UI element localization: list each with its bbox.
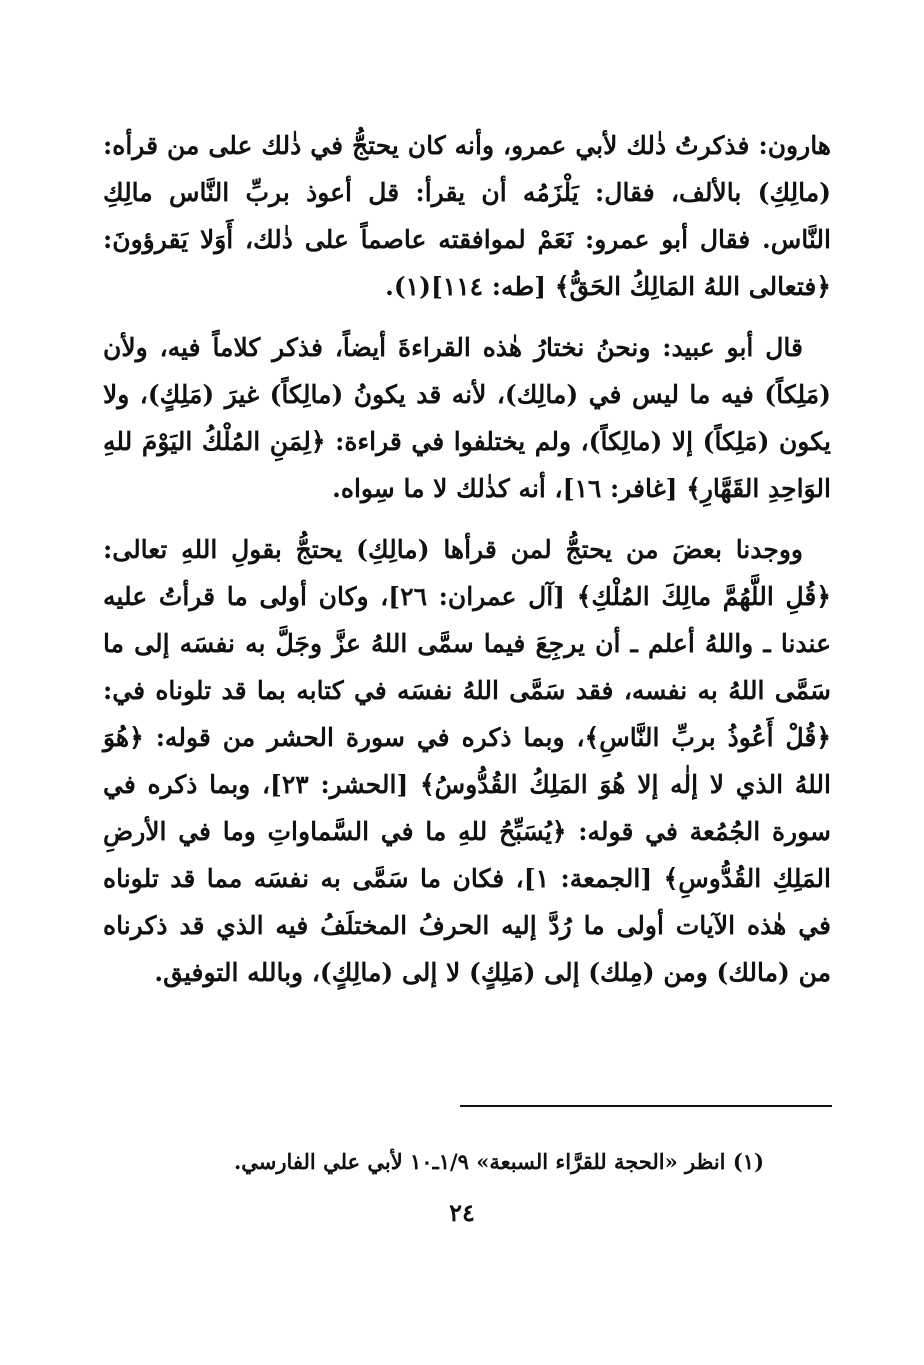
paragraph-2: قال أبو عبيد: ونحنُ نختارُ هٰذه القراءةَ أيضاً، فذكر كلاماً فيه، ولأن (مَلِكاً) فيه ما ليس في (مالِك)، لأنه قد يكونُ (مالِكاً) غيرَ (مَلِكٍ)، ولا يكون (مَلِكاً) إلا (مالِكاً)، ولم يختلفوا في قراءة: ﴿لِمَنِ المُلْكُ اليَوْمَ للهِ الوَاحِدِ القَهَّارِ﴾ [غافر: ١٦]، أنه كذٰلك لا ما سِواه.: [103, 333, 831, 503]
paragraph-1: هارون: فذكرتُ ذٰلك لأبي عمرو، وأنه كان يحتجُّ في ذٰلك على من قرأه: (مالِكِ) بالألف، فقال: يَلْزَمُه أن يقرأ: قل أعوذ بربِّ النَّاس مالِكِ النَّاس. فقال أبو عمرو: نَعَمْ لموافقته عاصماً على ذٰلك، أَوَلا يَقرؤونَ: ﴿فتعالى اللهُ المَالِكُ الحَقُّ﴾ [طه: ١١٤](١).: [103, 131, 831, 301]
footnote-divider: [460, 1105, 832, 1107]
footnote: (١) انظر «الحجة للقرَّاء السبعة» ١/٩ـ١٠ لأبي علي الفارسي.: [233, 1149, 764, 1174]
page-number: ٢٤: [449, 1198, 475, 1227]
paragraph-3: ووجدنا بعضَ من يحتجُّ لمن قرأها (مالِكِ) يحتجُّ بقولِ اللهِ تعالى: ﴿قُلِ اللَّهُمَّ مالِكَ المُلْكِ﴾ [آل عمران: ٢٦]، وكان أولى ما قرأتُ عليه عندنا ـ واللهُ أعلم ـ أن يرجِعَ فيما سمَّى اللهُ عزَّ وجَلَّ به نفسَه إلى ما سَمَّى اللهُ به نفسه، فقد سَمَّى اللهُ نفسَه في كتابه بما قد تلوناه في: ﴿قُلْ أَعُوذُ بربِّ النَّاسِ﴾، وبما ذكره في سورة الحشر من قوله: ﴿هُوَ اللهُ الذي لا إلٰه إلا هُوَ المَلِكُ القُدُّوسُ﴾ [الحشر: ٢٣]، وبما ذكره في سورة الجُمُعة في قوله: ﴿يُسَبِّحُ للهِ ما في السَّماواتِ وما في الأرضِ المَلِكِ القُدُّوسِ﴾ [الجمعة: ١]، فكان ما سَمَّى به نفسَه مما قد تلوناه في هٰذه الآيات أولى ما رُدَّ إليه الحرفُ المختلَفُ فيه الذي قد ذكرناه من (مالك) ومن (مِلك) إلى (مَلِكٍ) لا إلى (مالِكٍ)، وبالله التوفيق.: [103, 535, 831, 987]
main-text: [103, 122, 831, 1010]
